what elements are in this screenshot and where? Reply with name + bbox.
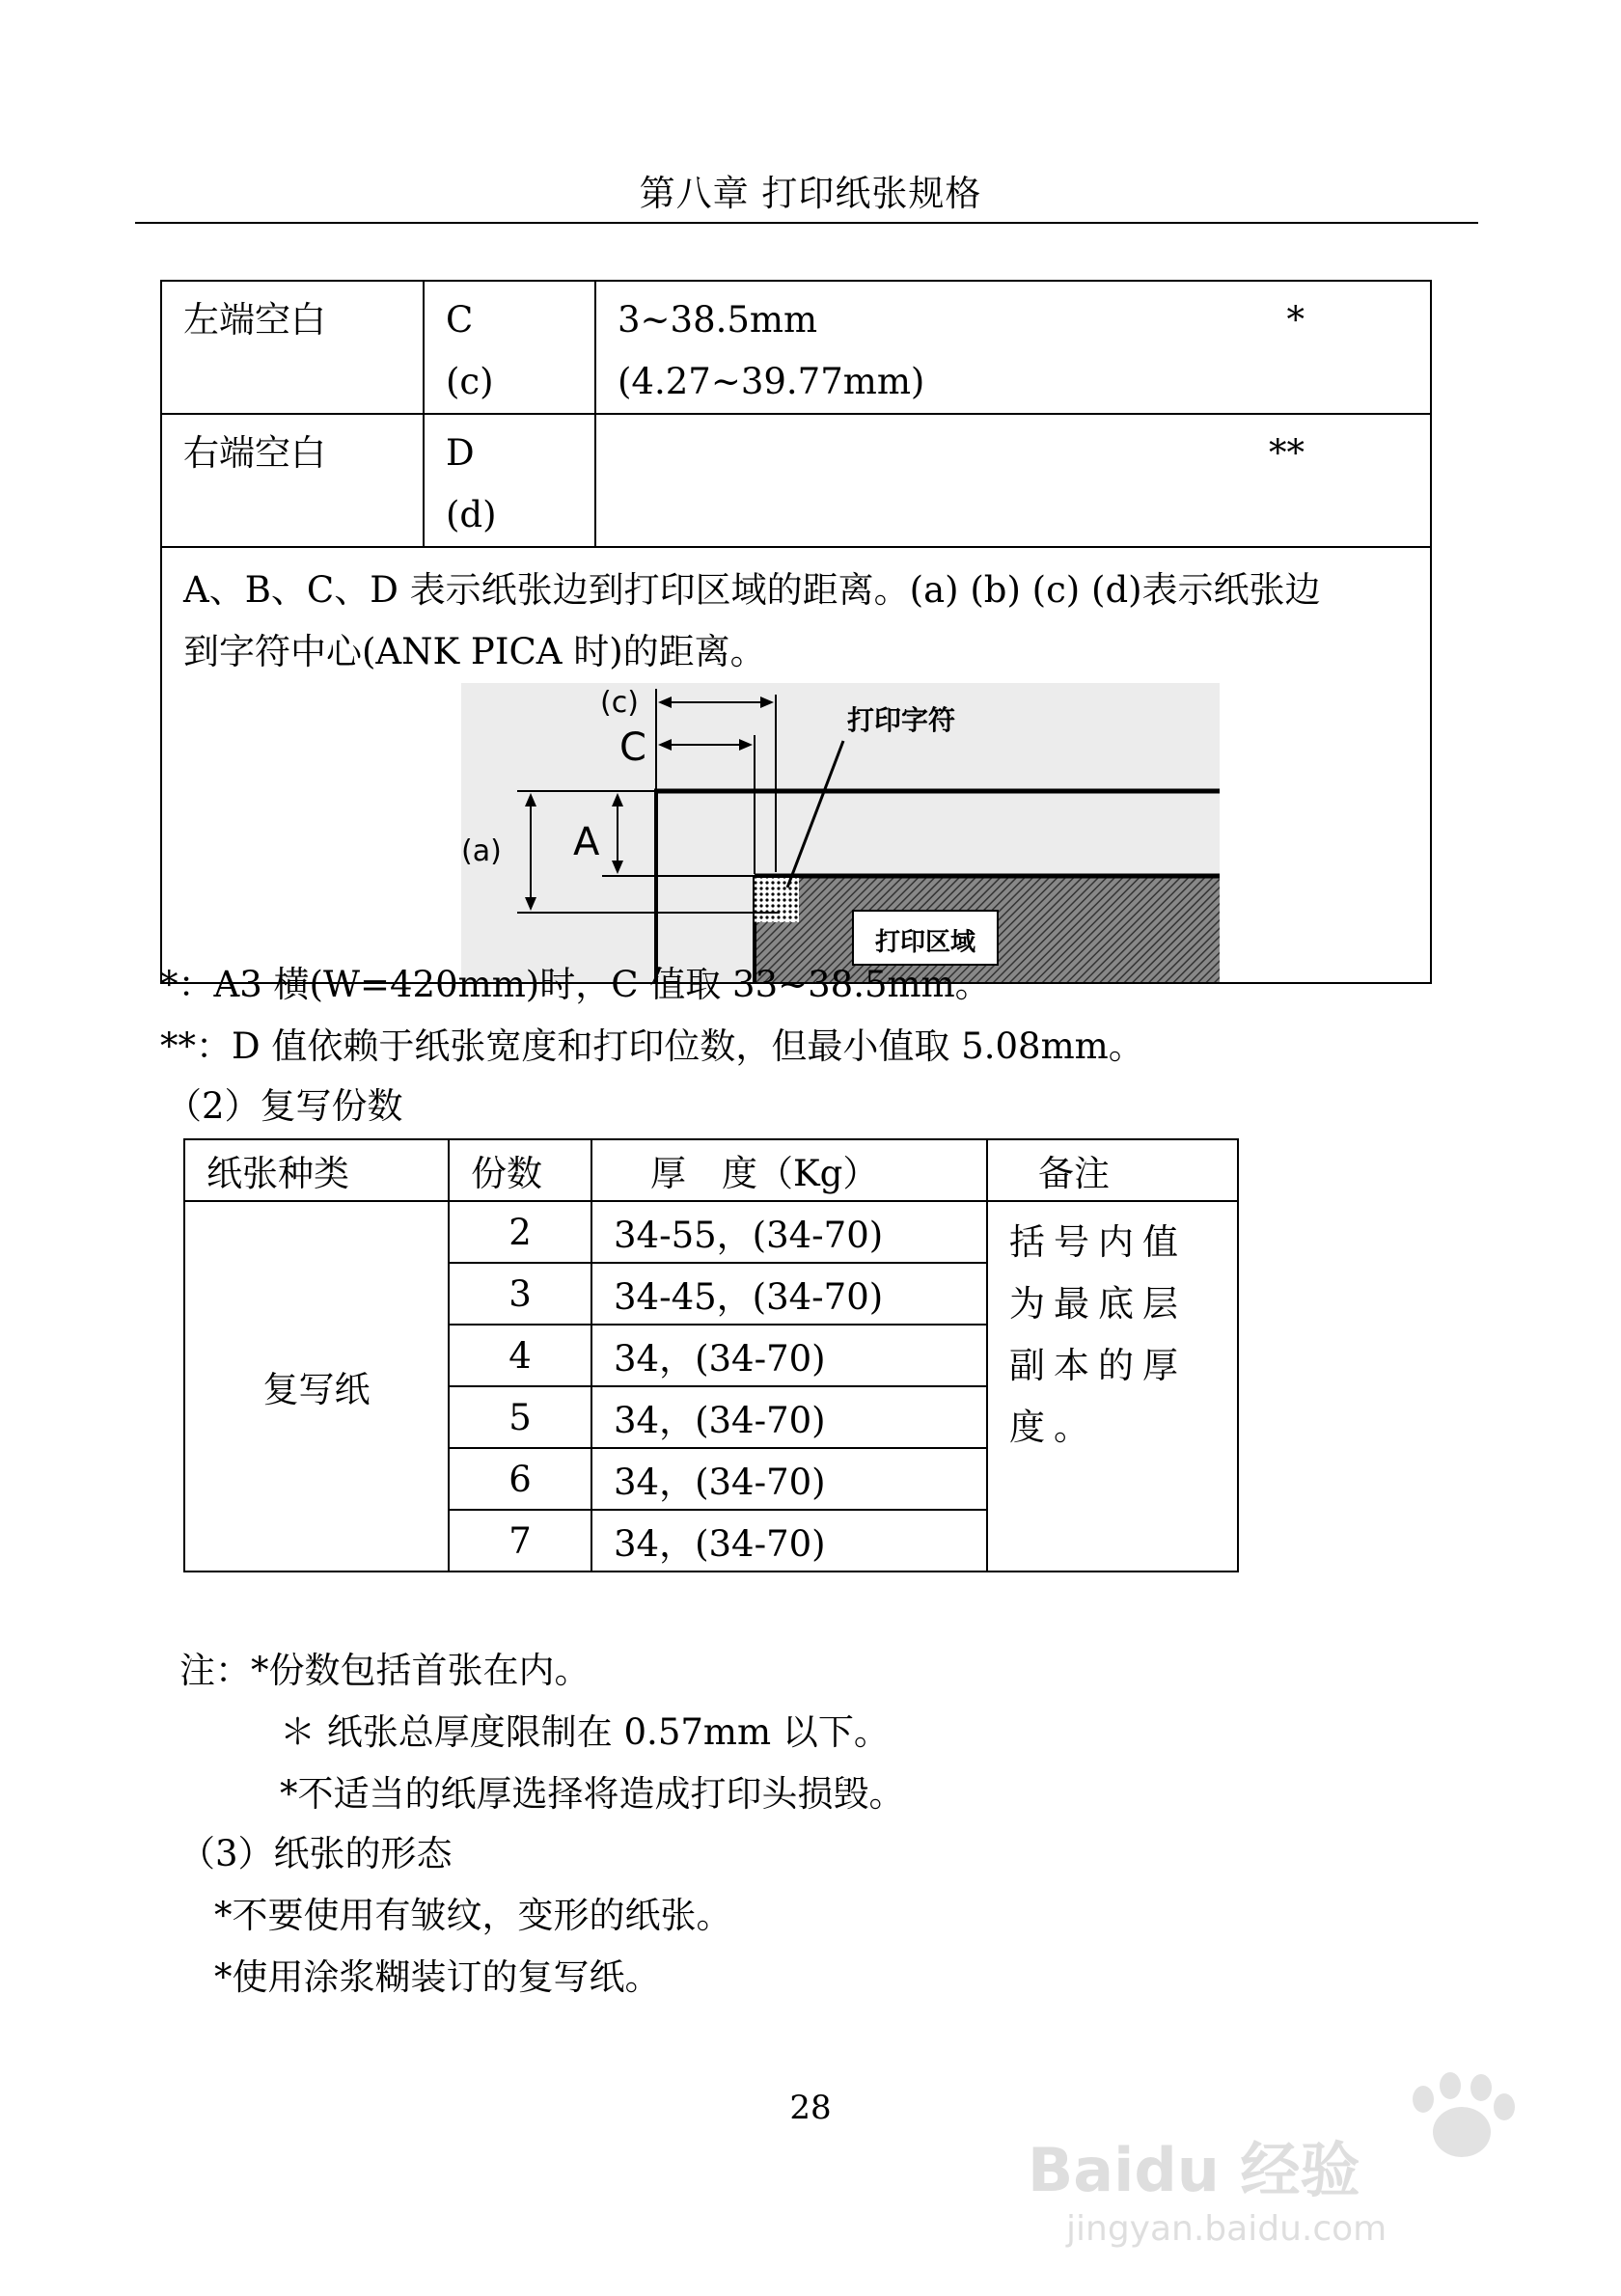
page-header-title: 第八章 打印纸张规格 — [639, 173, 982, 214]
label-a-paren: (a) — [461, 834, 502, 868]
remark-cell: 括号内值为最底层副本的厚度。 — [987, 1201, 1238, 1572]
row-code: D — [446, 432, 475, 474]
header-rule — [135, 222, 1478, 224]
row-mark: ** — [1269, 432, 1305, 474]
baidu-watermark — [1008, 2064, 1529, 2257]
count-cell: 2 — [449, 1201, 591, 1263]
count-cell: 5 — [449, 1386, 591, 1448]
row-value-cell — [595, 281, 1431, 414]
thickness-cell: 34-55，(34-70) — [591, 1201, 987, 1263]
thickness-cell: 34-45，(34-70) — [591, 1263, 987, 1325]
table-row — [161, 281, 1431, 414]
row-code-cell — [424, 281, 595, 414]
label-c: C — [619, 725, 646, 770]
count-cell: 3 — [449, 1263, 591, 1325]
row-name-cell — [161, 414, 424, 547]
table-header-row — [184, 1139, 1238, 1201]
row-code-sub: (c) — [446, 361, 494, 402]
label-a: A — [573, 820, 600, 864]
note-line-1: A、B、C、D 表示纸张边到打印区域的距离。(a) (b) (c) (d)表示纸张边 — [183, 569, 1321, 611]
note-3: *不适当的纸厚选择将造成打印头损毁。 — [280, 1773, 905, 1815]
thickness-cell: 34，(34-70) — [591, 1510, 987, 1572]
count-cell: 4 — [449, 1325, 591, 1386]
table-row — [184, 1201, 1238, 1263]
paper-type-cell: 复写纸 — [184, 1201, 449, 1572]
count-cell: 7 — [449, 1510, 591, 1572]
header-paper-type: 纸张种类 — [184, 1139, 449, 1201]
count-cell: 6 — [449, 1448, 591, 1510]
table-row — [161, 547, 1431, 983]
copies-table — [183, 1138, 1239, 1572]
section-3-item: *不要使用有皱纹，变形的纸张。 — [214, 1895, 732, 1936]
row-code-sub: (d) — [446, 494, 497, 535]
section-3-title: （3）纸张的形态 — [179, 1833, 453, 1874]
row-code: C — [446, 299, 474, 341]
row-name: 左端空白 — [183, 299, 326, 341]
section-3-item: *使用涂浆糊装订的复写纸。 — [214, 1956, 661, 1998]
section-2-title: （2）复写份数 — [166, 1085, 403, 1127]
table-row — [161, 414, 1431, 547]
thickness-cell: 34，(34-70) — [591, 1448, 987, 1510]
row-name-cell — [161, 281, 424, 414]
note-2: ＊ 纸张总厚度限制在 0.57mm 以下。 — [280, 1711, 890, 1753]
margin-table — [160, 280, 1432, 984]
thickness-cell: 34，(34-70) — [591, 1325, 987, 1386]
watermark-url: jingyan.baidu.com — [1066, 2209, 1387, 2249]
header-remark: 备注 — [987, 1139, 1238, 1201]
margin-diagram — [162, 683, 1430, 982]
print-area-label: 打印区域 — [874, 928, 976, 957]
page-number: 28 — [789, 2089, 832, 2127]
thickness-cell: 34，(34-70) — [591, 1386, 987, 1448]
row-mark: * — [1286, 299, 1305, 341]
header-thickness: 厚 度（Kg） — [591, 1139, 987, 1201]
row-value-sub: (4.27~39.77mm) — [618, 361, 925, 402]
row-value-cell — [595, 414, 1431, 547]
margin-diagram-svg — [162, 683, 1430, 982]
row-name: 右端空白 — [183, 432, 326, 474]
label-c-paren: (c) — [600, 686, 639, 720]
watermark-brand: Baidu 经验 — [1028, 2135, 1360, 2205]
print-char-box — [755, 878, 799, 922]
row-code-cell — [424, 414, 595, 547]
header-count: 份数 — [449, 1139, 591, 1201]
label-print-char: 打印字符 — [847, 704, 956, 736]
footnote-2: **：D 值依赖于纸张宽度和打印位数，但最小值取 5.08mm。 — [160, 1025, 1144, 1067]
note-line-2: 到字符中心(ANK PICA 时)的距离。 — [183, 631, 766, 672]
note-cell — [161, 547, 1431, 983]
row-value: 3~38.5mm — [618, 299, 818, 341]
note-1: 注：*份数包括首张在内。 — [179, 1650, 591, 1691]
footnote-1: *：A3 横(W=420mm)时，C 值取 33~38.5mm。 — [160, 964, 991, 1005]
